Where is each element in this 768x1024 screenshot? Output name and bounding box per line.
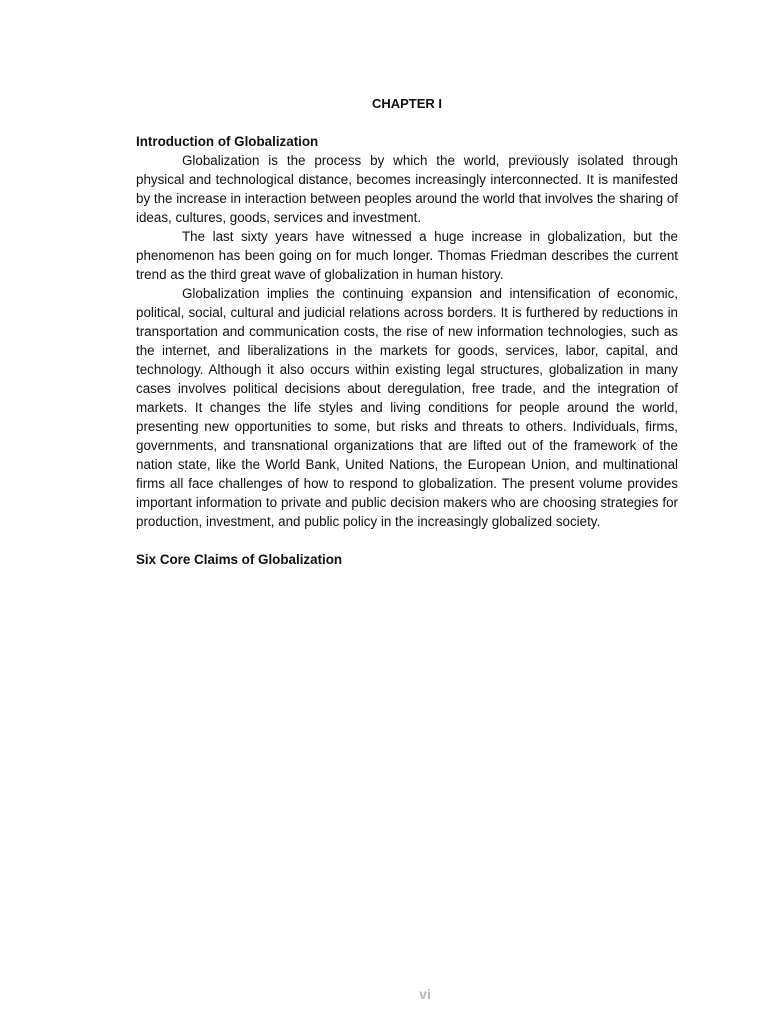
paragraph-definition: Globalization is the process by which the world, previously isolated through physical and technological distance, becomes increasingly interconnected. It is manifested by the increase in interaction between peoples around the world that involves the sharing of ideas, cultures, goods, services and investment.: [136, 153, 678, 225]
document-body: [136, 132, 678, 569]
section-spacer: [136, 531, 678, 550]
paragraph-implications: Globalization implies the continuing expansion and intensification of economic, political, social, cultural and judicial relations across borders. It is furthered by reductions in transportation and communication costs, the rise of new information technologies, such as the internet, and liberalizations in the markets for goods, services, labor, capital, and technology. Although it also occurs within existing legal structures, globalization in many cases involves political decisions about deregulation, free trade, and the integration of markets. It changes the life styles and living conditions for people around the world, presenting new opportunities to some, but risks and threats to others. Individuals, firms, governments, and transnational organizations that are lifted out of the framework of the nation state, like the World Bank, United Nations, the European Union, and multinational firms all face challenges of how to respond to globalization. The present volume provides important information to private and public decision makers who are choosing strategies for production, investment, and public policy in the increasingly globalized society.: [136, 286, 678, 529]
page-number: vi: [419, 986, 431, 1002]
section-heading-introduction: Introduction of Globalization: [136, 134, 319, 149]
chapter-title: CHAPTER I: [371, 96, 443, 111]
section-heading-core-claims: Six Core Claims of Globalization: [136, 552, 343, 567]
paragraph-history: The last sixty years have witnessed a huge increase in globalization, but the phenomenon has been going on for much longer. Thomas Friedman describes the current trend as the third great wave of globalization in human history.: [136, 229, 678, 282]
